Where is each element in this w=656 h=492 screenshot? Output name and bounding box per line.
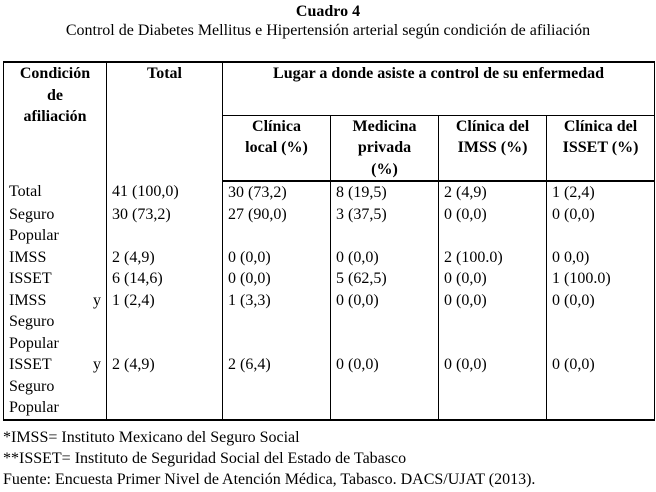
table-row bbox=[4, 247, 655, 269]
cell-imss: 2 (4,9) bbox=[439, 181, 547, 204]
cell-imss: 0 (0,0) bbox=[439, 204, 547, 247]
header-line: (%) bbox=[371, 160, 398, 178]
row-label-line: ISSET bbox=[9, 270, 52, 287]
row-label-line: IMSS bbox=[9, 248, 47, 266]
cell-isset: 0 (0,0) bbox=[547, 290, 655, 355]
header-line: privada bbox=[357, 139, 412, 156]
row-label-line: Seguro bbox=[9, 377, 55, 395]
cell-isset: 0 (0,0) bbox=[547, 354, 655, 420]
header-medicina-privada bbox=[331, 115, 439, 181]
cell-imss: 2 (100.0) bbox=[439, 247, 547, 269]
cell-total: 2 (4,9) bbox=[107, 247, 223, 269]
footnote-isset: **ISSET= Instituto de Seguridad Social del Estado de Tabasco bbox=[3, 450, 407, 467]
header-line: Clínica del bbox=[563, 117, 638, 135]
header-condicion-line: de bbox=[47, 86, 63, 104]
cell-isset: 0 0,0) bbox=[547, 247, 655, 269]
table-row bbox=[4, 290, 655, 355]
table-row bbox=[4, 354, 655, 420]
header-line: Clínica del bbox=[455, 117, 530, 135]
header-clinica-local bbox=[223, 115, 331, 181]
cell-local: 27 (90,0) bbox=[223, 204, 331, 247]
cell-total: 6 (14,6) bbox=[107, 268, 223, 290]
cell-total: 1 (2,4) bbox=[107, 290, 223, 355]
row-label bbox=[4, 268, 107, 290]
table-caption-number: Cuadro 4 bbox=[295, 3, 361, 20]
row-label bbox=[4, 247, 107, 269]
cell-local: 1 (3,3) bbox=[223, 290, 331, 355]
cell-privada: 5 (62,5) bbox=[331, 268, 439, 290]
header-condicion bbox=[4, 62, 107, 181]
cell-isset: 1 (100.0) bbox=[547, 268, 655, 290]
cell-imss: 0 (0,0) bbox=[439, 290, 547, 355]
row-label-line: Popular bbox=[9, 227, 59, 244]
cell-local: 2 (6,4) bbox=[223, 354, 331, 420]
row-label-y: y bbox=[93, 356, 101, 373]
cell-privada: 0 (0,0) bbox=[331, 354, 439, 420]
row-label-line: Total bbox=[9, 183, 42, 200]
row-label bbox=[4, 181, 107, 204]
row-label-line: Seguro bbox=[9, 205, 55, 223]
row-label-line: ISSET bbox=[9, 356, 52, 373]
table-row bbox=[4, 268, 655, 290]
row-label-y: y bbox=[93, 291, 101, 309]
header-total: Total bbox=[107, 62, 223, 181]
header-condicion-line: afiliación bbox=[23, 108, 87, 125]
table-caption-title: Control de Diabetes Mellitus e Hipertensión arterial según condición de afiliación bbox=[65, 22, 591, 39]
cell-privada: 0 (0,0) bbox=[331, 247, 439, 269]
cell-privada: 8 (19,5) bbox=[331, 181, 439, 204]
cell-local: 0 (0,0) bbox=[223, 268, 331, 290]
row-label-line: Popular bbox=[9, 334, 59, 352]
header-clinica-imss bbox=[439, 115, 547, 181]
row-label bbox=[4, 204, 107, 247]
footnote-imss: *IMSS= Instituto Mexicano del Seguro Social bbox=[3, 429, 300, 446]
table-row bbox=[4, 204, 655, 247]
header-line: local (%) bbox=[245, 139, 308, 156]
cell-local: 30 (73,2) bbox=[223, 181, 331, 204]
cell-isset: 1 (2,4) bbox=[547, 181, 655, 204]
data-table bbox=[3, 61, 655, 421]
cell-privada: 3 (37,5) bbox=[331, 204, 439, 247]
footnote-source: Fuente: Encuesta Primer Nivel de Atención Médica, Tabasco. DACS/UJAT (2013). bbox=[3, 471, 536, 488]
row-label bbox=[4, 290, 107, 355]
cell-total: 30 (73,2) bbox=[107, 204, 223, 247]
header-line: IMSS (%) bbox=[457, 139, 528, 156]
header-line: Clínica bbox=[252, 117, 301, 135]
row-label bbox=[4, 354, 107, 420]
row-label-line: Popular bbox=[9, 399, 59, 416]
cell-local: 0 (0,0) bbox=[223, 247, 331, 269]
header-lugar: Lugar a donde asiste a control de su enfermedad bbox=[223, 62, 655, 115]
cell-total: 41 (100,0) bbox=[107, 181, 223, 204]
header-line: Medicina bbox=[352, 117, 417, 135]
cell-imss: 0 (0,0) bbox=[439, 354, 547, 420]
header-clinica-isset bbox=[547, 115, 655, 181]
header-line: ISSET (%) bbox=[562, 139, 639, 156]
header-condicion-line: Condición bbox=[19, 65, 91, 82]
cell-isset: 0 (0,0) bbox=[547, 204, 655, 247]
row-label-line: Seguro bbox=[9, 313, 55, 330]
cell-privada: 0 (0,0) bbox=[331, 290, 439, 355]
cell-total: 2 (4,9) bbox=[107, 354, 223, 420]
row-label-line: IMSS bbox=[9, 291, 47, 309]
table-row bbox=[4, 181, 655, 204]
cell-imss: 0 (0,0) bbox=[439, 268, 547, 290]
